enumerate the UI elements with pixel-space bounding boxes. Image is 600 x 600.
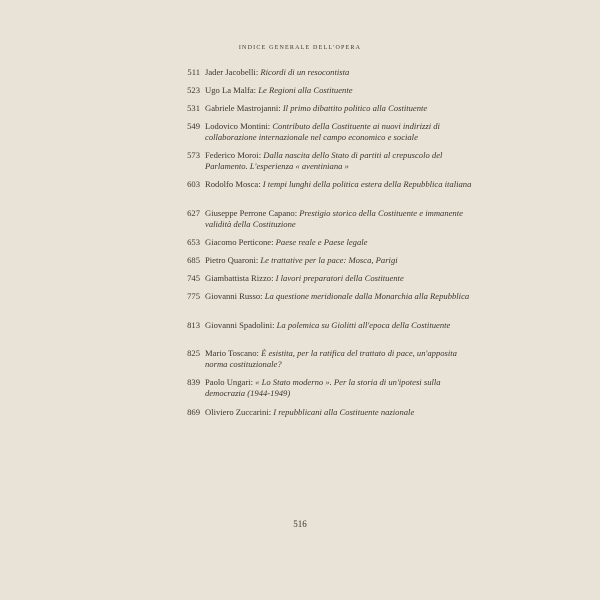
entry-page-number: 549	[187, 121, 200, 131]
entry-title: Ricordi di un resocontista	[260, 67, 350, 77]
entry-page-number: 839	[187, 377, 200, 387]
entry-text	[205, 85, 480, 96]
entry-page-number: 627	[187, 208, 200, 218]
index-entry	[160, 150, 480, 172]
entry-author: Pietro Quaroni:	[205, 255, 259, 265]
index-entry	[160, 85, 480, 96]
entry-page-number: 523	[187, 85, 200, 95]
entry-title: Contributo della Costituente ai nuovi indirizzi di collaborazione internazionale nel campo economico e sociale	[205, 121, 440, 142]
entry-author: Gabriele Mastrojanni:	[205, 103, 281, 113]
entry-title: « Lo Stato moderno ». Per la storia di un'ipotesi sulla democrazia (1944-1949)	[205, 377, 441, 398]
entry-author: Federico Moroi:	[205, 150, 262, 160]
entry-text	[205, 150, 480, 172]
entry-title: I repubblicani alla Costituente nazionale	[273, 407, 415, 417]
entry-text	[205, 348, 480, 370]
entry-author: Rodolfo Mosca:	[205, 179, 261, 189]
entry-author: Giovanni Russo:	[205, 291, 263, 301]
entry-page-number: 869	[187, 407, 200, 417]
entry-title: Il primo dibattito politico alla Costituente	[282, 103, 428, 113]
entry-text	[205, 320, 480, 331]
entry-text	[205, 273, 480, 284]
entry-title: È esistita, per la ratifica del trattato di pace, un'apposita norma costituzionale?	[205, 348, 457, 369]
index-entry	[160, 121, 480, 143]
entry-page-number: 825	[187, 348, 200, 358]
entry-title: Dalla nascita dello Stato di partiti al crepuscolo del Parlamento. L'esperienza « aventiniana »	[205, 150, 443, 171]
entry-text	[205, 237, 480, 248]
entry-text	[205, 291, 480, 302]
index-entry	[160, 237, 480, 248]
entry-title: I tempi lunghi della politica estera della Repubblica italiana	[262, 179, 472, 189]
entry-author: Giovanni Spadolini:	[205, 320, 275, 330]
entry-page-number: 573	[187, 150, 200, 160]
index-entry	[160, 348, 480, 370]
entry-page-number: 813	[187, 320, 200, 330]
index-entry	[160, 273, 480, 284]
entry-text	[205, 179, 480, 190]
entry-text	[205, 377, 480, 399]
entry-title: La questione meridionale dalla Monarchia alla Repubblica	[264, 291, 470, 301]
entry-page-number: 603	[187, 179, 200, 189]
entry-author: Mario Toscano:	[205, 348, 259, 358]
index-entry	[160, 320, 480, 331]
entry-title: Paese reale e Paese legale	[275, 237, 368, 247]
index-entry	[160, 103, 480, 114]
entry-author: Ugo La Malfa:	[205, 85, 257, 95]
index-entry	[160, 291, 480, 302]
entry-author: Lodovico Montini:	[205, 121, 271, 131]
entry-text	[205, 208, 480, 230]
index-entry	[160, 255, 480, 266]
page-number: 516	[293, 519, 307, 529]
entry-page-number: 653	[187, 237, 200, 247]
running-header: INDICE GENERALE DELL'OPERA	[238, 45, 362, 51]
entry-page-number: 685	[187, 255, 200, 265]
entry-title: Le Regioni alla Costituente	[258, 85, 353, 95]
entry-page-number: 775	[187, 291, 200, 301]
entry-page-number: 745	[187, 273, 200, 283]
index-entry	[160, 407, 480, 418]
entry-author: Giambattista Rizzo:	[205, 273, 274, 283]
index-entry	[160, 208, 480, 230]
entry-page-number: 511	[187, 67, 200, 77]
entry-text	[205, 121, 480, 143]
entry-title: La polemica su Giolitti all'epoca della Costituente	[276, 320, 451, 330]
entry-title: Prestigio storico della Costituente e immanente validità della Costituzione	[205, 208, 463, 229]
entry-page-number: 531	[187, 103, 200, 113]
entry-author: Jader Jacobelli:	[205, 67, 259, 77]
index-entry	[160, 179, 480, 190]
entry-author: Oliviero Zuccarini:	[205, 407, 272, 417]
entry-author: Paolo Ungari:	[205, 377, 253, 387]
entry-text	[205, 255, 480, 266]
entry-text	[205, 407, 480, 418]
entry-author: Giacomo Perticone:	[205, 237, 274, 247]
entry-text	[205, 103, 480, 114]
index-entry	[160, 67, 480, 78]
entry-title: Le trattative per la pace: Mosca, Parigi	[260, 255, 398, 265]
entry-text	[205, 67, 480, 78]
entry-title: I lavori preparatori della Costituente	[275, 273, 404, 283]
entry-author: Giuseppe Perrone Capano:	[205, 208, 298, 218]
index-entry	[160, 377, 480, 399]
